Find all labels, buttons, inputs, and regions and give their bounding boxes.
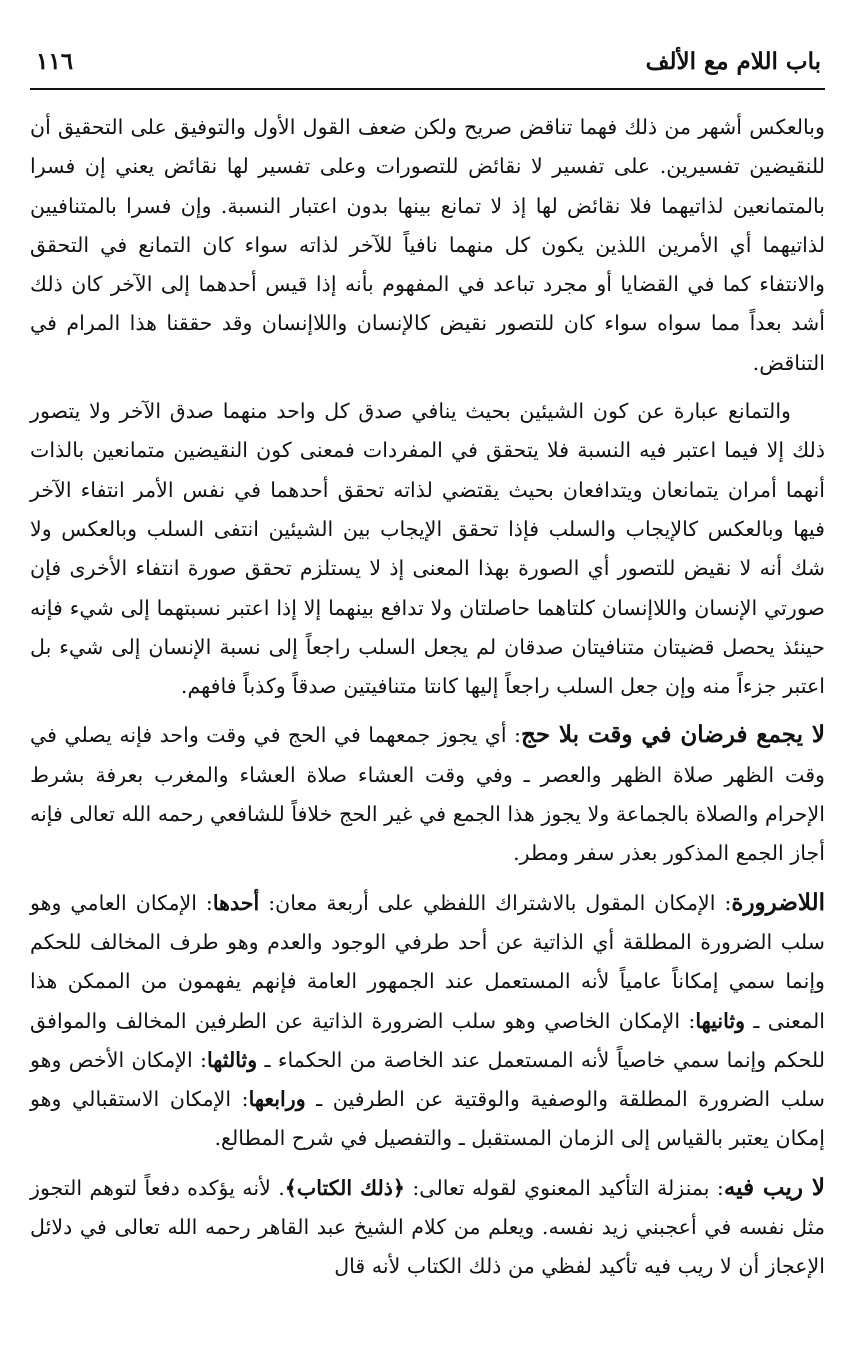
page-number: ١١٦ [36, 48, 74, 75]
paragraph-text: والتمانع عبارة عن كون الشيئين بحيث ينافي صدق كل واحد منهما صدق الآخر ولا يتصور ذلك إلا فيما اعتبر فيه النسبة فلا يتحقق في المفردات فمعنى كون النقيضين متمانعين بالذات أنهما أمران يتمانعان ويتدافعان بحيث يقتضي لذاته تحقق أحدهما في نفس الأمر انتفاء الآخر فيها وبالعكس كالإيجاب والسلب فإذا تحقق الإيجاب بين الشيئين انتفى السلب وبالعكس ولا شك أنه لا نقيض للتصور أي الصورة بهذا المعنى إذ لا يستلزم تحقق صورة انتفاء الأخرى فإن صورتي الإنسان واللاإنسان كلتاهما حاصلتان ولا تدافع بينهما إلا إذا اعتبر نسبتهما إلى شيء فإنه حينئذ يحصل قضيتان متنافيتان صدقان لم يجعل السلب راجعاً إلى نسبة الإنسان إلى شيء بل اعتبر جزءاً منه وإن جعل السلب راجعاً إليها كانتا متنافيتين صدقاً وكذباً فافهم. [30, 399, 825, 699]
entry-two-obligations [30, 715, 825, 873]
page-body [30, 90, 825, 1287]
entry-definition-part: : الإمكان الخاصي وهو سلب الضرورة الذاتية عن الطرفين المخالف والموافق للحكم وإنما سمي خاصياً لأنه المستعمل عند الخاصة من الحكماء ـ [30, 1008, 825, 1072]
page-header [30, 40, 825, 90]
entry-definition-part: . لأنه يؤكده دفعاً لتوهم التجوز مثل نفسه في أعجبني زيد نفسه. ويعلم من كلام الشيخ عبد القاهر رحمه الله تعالى في دلائل الإعجاز أن لا ريب فيه تأكيد لفظي من ذلك الكتاب لأنه قال [30, 1175, 825, 1279]
entry-definition: : أي يجوز جمعهما في الحج في وقت واحد فإنه يصلي في وقت الظهر صلاة الظهر والعصر ـ وفي وقت العشاء صلاة العشاء والمغرب بعرفة بشرط الإحرام والصلاة بالجماعة ولا يجوز هذا الجمع في غير الحج خلافاً للشافعي رحمه الله تعالى فإنه أجاز الجمع المذكور بعذر سفر ومطر. [30, 723, 825, 866]
entry-term: اللاضرورة [731, 888, 825, 916]
paragraph-text: وبالعكس أشهر من ذلك فهما تناقض صريح ولكن ضعف القول الأول والتوفيق على التحقيق أن للنقيضين تفسيرين. على تفسير لا نقائض للتصورات وعلى تفسير لها نقائض يعني إن فسرا بالمتمانعين لذاتيهما فلا نقائض لها إذ لا تمانع بينها بدون اعتبار النسبة. وإن فسرا بالمتنافيين لذاتيهما أي الأمرين اللذين يكون كل منهما نافياً للآخر لذاته سواء كان التمانع في التحقق والانتفاء كما في القضايا أو مجرد تباعد في المفهوم بأنه إذا قيس أحدهما إلى الآخر كان ذلك أشد بعداً مما سواه سواء كان للتصور نقيض كالإنسان واللاإنسان وقد حققنا هذا المرام في التناقض. [30, 115, 825, 375]
enumeration-marker: ورابعها [248, 1087, 306, 1112]
enumeration-marker: أحدها [212, 890, 260, 915]
chapter-title: باب اللام مع الألف [645, 48, 821, 75]
entry-definition-part: : الإمكان الاستقبالي وهو إمكان يعتبر بالقياس إلى الزمان المستقبل ـ والتفصيل في شرح المطالع. [30, 1087, 825, 1151]
quranic-quote: ﴿ذلك الكتاب﴾ [284, 1175, 405, 1200]
paragraph-contradiction [30, 108, 825, 383]
paragraph-mutual-exclusion [30, 392, 825, 706]
entry-term: لا ريب فيه [723, 1173, 825, 1201]
entry-definition-part: : الإمكان الأخص وهو سلب الضرورة المطلقة والوصفية والوقتية عن الطرفين ـ [30, 1047, 825, 1112]
enumeration-marker: وثانيها [695, 1008, 746, 1033]
entry-non-necessity [30, 883, 825, 1159]
entry-definition-part: : بمنزلة التأكيد المعنوي لقوله تعالى: [404, 1175, 724, 1200]
entry-definition-part: : الإمكان المقول بالاشتراك اللفظي على أربعة معان: [259, 890, 732, 915]
entry-term: لا يجمع فرضان في وقت بلا حج [520, 721, 825, 749]
enumeration-marker: وثالثها [206, 1047, 258, 1072]
entry-no-doubt [30, 1168, 825, 1287]
entry-definition-part: : الإمكان العامي وهو سلب الضرورة المطلقة أي الذاتية عن أحد طرفي الوجود والعدم وهو طرف المخالف للحكم وإنما سمي إمكاناً عامياً لأنه المستعمل عند الجمهور العامة فإنهم يفهمون من الممكن هذا المعنى ـ [30, 890, 826, 1033]
book-page [30, 40, 825, 1360]
